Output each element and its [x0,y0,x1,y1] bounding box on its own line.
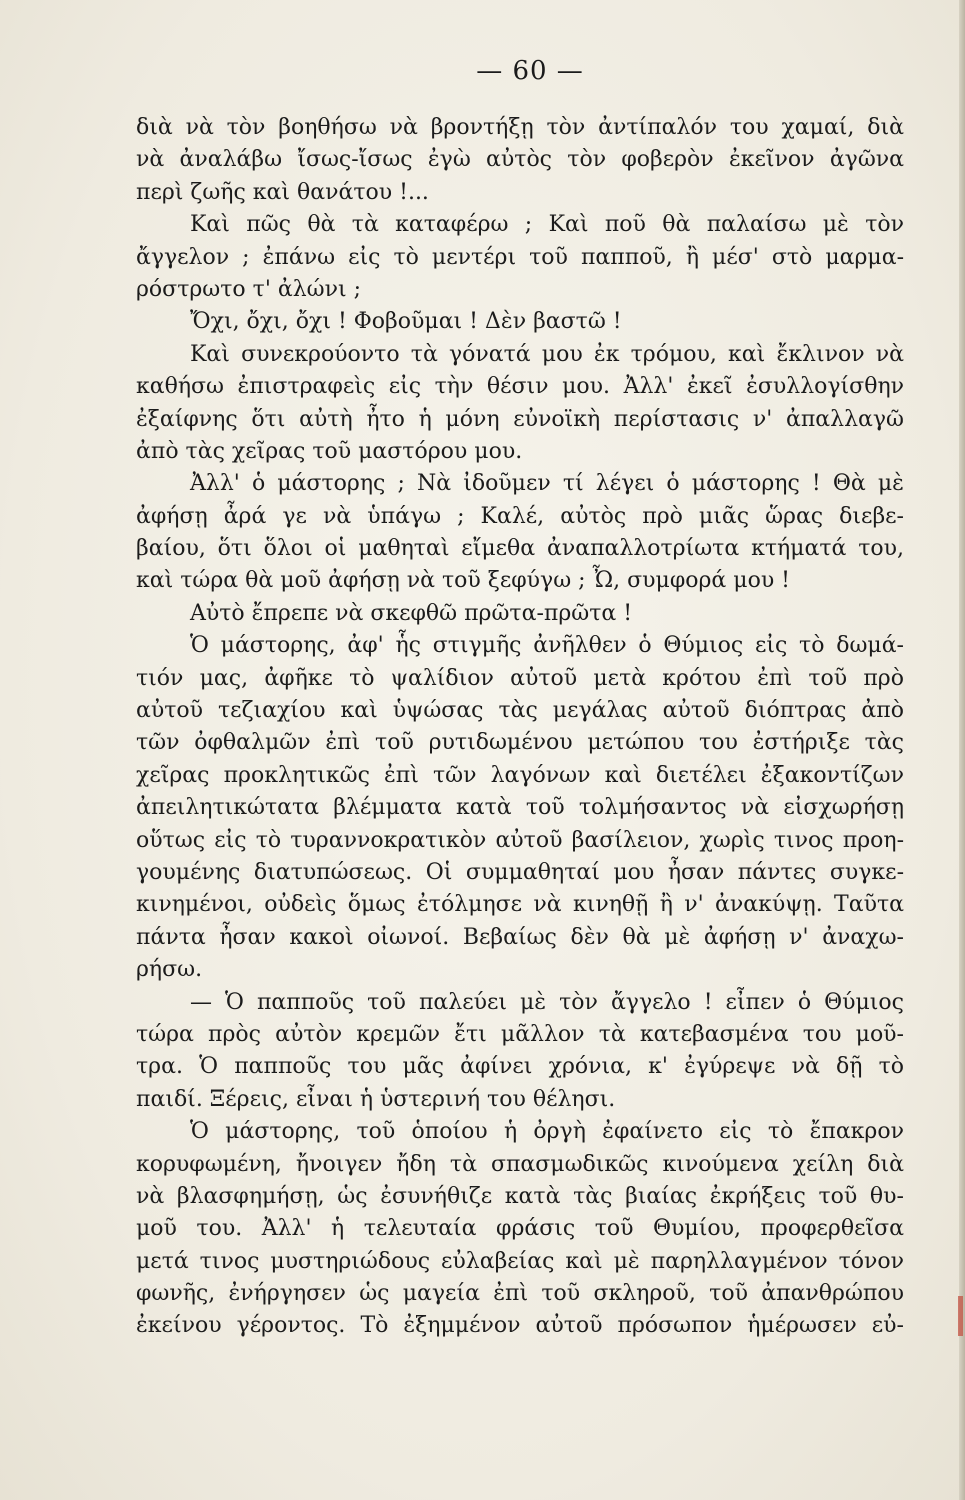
page-number: — 60 — [476,56,584,86]
text-line: αὐτοῦ τεζιαχίου καὶ ὑψώσας τὰς μεγάλας αὐτοῦ διόπτρας ἀπὸ [136,698,904,724]
text-line: παιδί. Ξέρεις, εἶναι ἡ ὑστερινή του θέλησι. [136,1086,616,1112]
text-line: Ἀλλ' ὁ μάστορης ; Νὰ ἰδοῦμεν τί λέγει ὁ μάστορης ! Θὰ μὲ [190,471,904,497]
text-line: ἀπειλητικώτατα βλέμματα κατὰ τοῦ τολμήσαντος νὰ εἰσχωρήσῃ [136,795,904,821]
text-line: φωνῆς, ἐνήργησεν ὡς μαγεία ἐπὶ τοῦ σκληροῦ, τοῦ ἀπανθρώπου [136,1281,904,1307]
text-line: ἐκείνου γέροντος. Τὸ ἐξημμένον αὐτοῦ πρόσωπον ἡμέρωσεν εὐ- [136,1313,904,1339]
text-line: περὶ ζωῆς καὶ θανάτου !... [136,179,429,205]
text-line: κορυφωμένη, ἤνοιγεν ἤδη τὰ σπασμωδικῶς κινούμενα χείλη διὰ [136,1151,904,1177]
text-line: ἀφήσῃ ἆρά γε νὰ ὑπάγω ; Καλέ, αὐτὸς πρὸ μιᾶς ὥρας διεβε- [136,503,904,529]
text-line: Ὁ μάστορης, ἀφ' ἧς στιγμῆς ἀνῆλθεν ὁ Θύμιος εἰς τὸ δωμά- [190,633,904,659]
text-line: τῶν ὀφθαλμῶν ἐπὶ τοῦ ρυτιδωμένου μετώπου του ἐστήριξε τὰς [136,730,904,756]
text-line: μοῦ του. Ἀλλ' ἡ τελευταία φράσις τοῦ Θυμίου, προφερθεῖσα [136,1216,904,1242]
text-line: χεῖρας προκλητικῶς ἐπὶ τῶν λαγόνων καὶ διετέλει ἐξακοντίζων [136,762,904,788]
text-line: Καὶ συνεκρούοντο τὰ γόνατά μου ἐκ τρόμου, καὶ ἔκλινον νὰ [190,341,904,367]
text-line: διὰ νὰ τὸν βοηθήσω νὰ βροντήξῃ τὸν ἀντίπαλόν του χαμαί, διὰ [136,115,904,140]
text-line: βαίου, ὅτι ὅλοι οἱ μαθηταὶ εἴμεθα ἀναπαλλοτρίωτα κτήματά του, [136,536,904,562]
text-line: κινημένοι, οὐδεὶς ὅμως ἐτόλμησε νὰ κινηθῇ ἢ ν' ἀνακύψῃ. Ταῦτα [136,892,904,918]
text-line: ἐξαίφνης ὅτι αὐτὴ ἦτο ἡ μόνη εὐνοϊκὴ περίστασις ν' ἀπαλλαγῶ [136,406,904,432]
text-line: Ὄχι, ὄχι, ὄχι ! Φοβοῦμαι ! Δὲν βαστῶ ! [190,309,622,335]
text-line: τώρα πρὸς αὐτὸν κρεμῶν ἔτι μᾶλλον τὰ κατεβασμένα του μοῦ- [136,1021,904,1047]
text-line: καθήσω ἐπιστραφεὶς εἰς τὴν θέσιν μου. Ἀλλ' ἐκεῖ ἐσυλλογίσθην [136,374,904,400]
bookmark-strip [958,1296,963,1336]
text-line: ρήσω. [136,957,203,983]
text-line: οὕτως εἰς τὸ τυραννοκρατικὸν αὐτοῦ βασίλειον, χωρὶς τινος προη- [136,827,904,853]
text-line: καὶ τώρα θὰ μοῦ ἀφήσῃ νὰ τοῦ ξεφύγω ; Ὦ, συμφορά μου ! [136,568,791,594]
text-line: γουμένης διατυπώσεως. Οἱ συμμαθηταί μου ἦσαν πάντες συγκε- [136,859,904,885]
text-line: — Ὁ παπποῦς τοῦ παλεύει μὲ τὸν ἄγγελο ! εἶπεν ὁ Θύμιος [190,989,904,1015]
text-line: μετά τινος μυστηριώδους εὐλαβείας καὶ μὲ παρηλλαγμένον τόνον [136,1248,904,1274]
text-line: Ὁ μάστορης, τοῦ ὁποίου ἡ ὀργὴ ἐφαίνετο εἰς τὸ ἔπακρον [190,1119,904,1145]
text-line: ρόστρωτο τ' ἀλώνι ; [136,276,362,302]
text-line: τιόν μας, ἀφῆκε τὸ ψαλίδιον αὐτοῦ μετὰ κρότου ἐπὶ τοῦ πρὸ [136,665,904,691]
text-line: πάντα ἦσαν κακοὶ οἰωνοί. Βεβαίως δὲν θὰ μὲ ἀφήσῃ ν' ἀναχω- [136,924,904,950]
text-line: Αὐτὸ ἔπρεπε νὰ σκεφθῶ πρῶτα-πρῶτα ! [190,600,633,626]
text-line: Καὶ πῶς θὰ τὰ καταφέρω ; Καὶ ποῦ θὰ παλαίσω μὲ τὸν [190,212,904,238]
text-line: ἀπὸ τὰς χεῖρας τοῦ μαστόρου μου. [136,438,523,464]
text-line: νὰ ἀναλάβω ἴσως-ἴσως ἐγὼ αὐτὸς τὸν φοβερὸν ἐκεῖνον ἀγῶνα [136,147,904,173]
text-line: ἄγγελον ; ἐπάνω εἰς τὸ μεντέρι τοῦ παπποῦ, ἢ μέσ' στὸ μαρμα- [136,244,904,270]
text-line: νὰ βλασφημήσῃ, ὡς ἐσυνήθιζε κατὰ τὰς βιαίας ἐκρήξεις τοῦ θυ- [136,1183,904,1209]
body-text [136,112,904,1343]
page-edge-shadow [959,0,965,1500]
text-line: τρα. Ὁ παπποῦς του μᾶς ἀφίνει χρόνια, κ' ἐγύρεψε νὰ δῇ τὸ [136,1054,904,1080]
